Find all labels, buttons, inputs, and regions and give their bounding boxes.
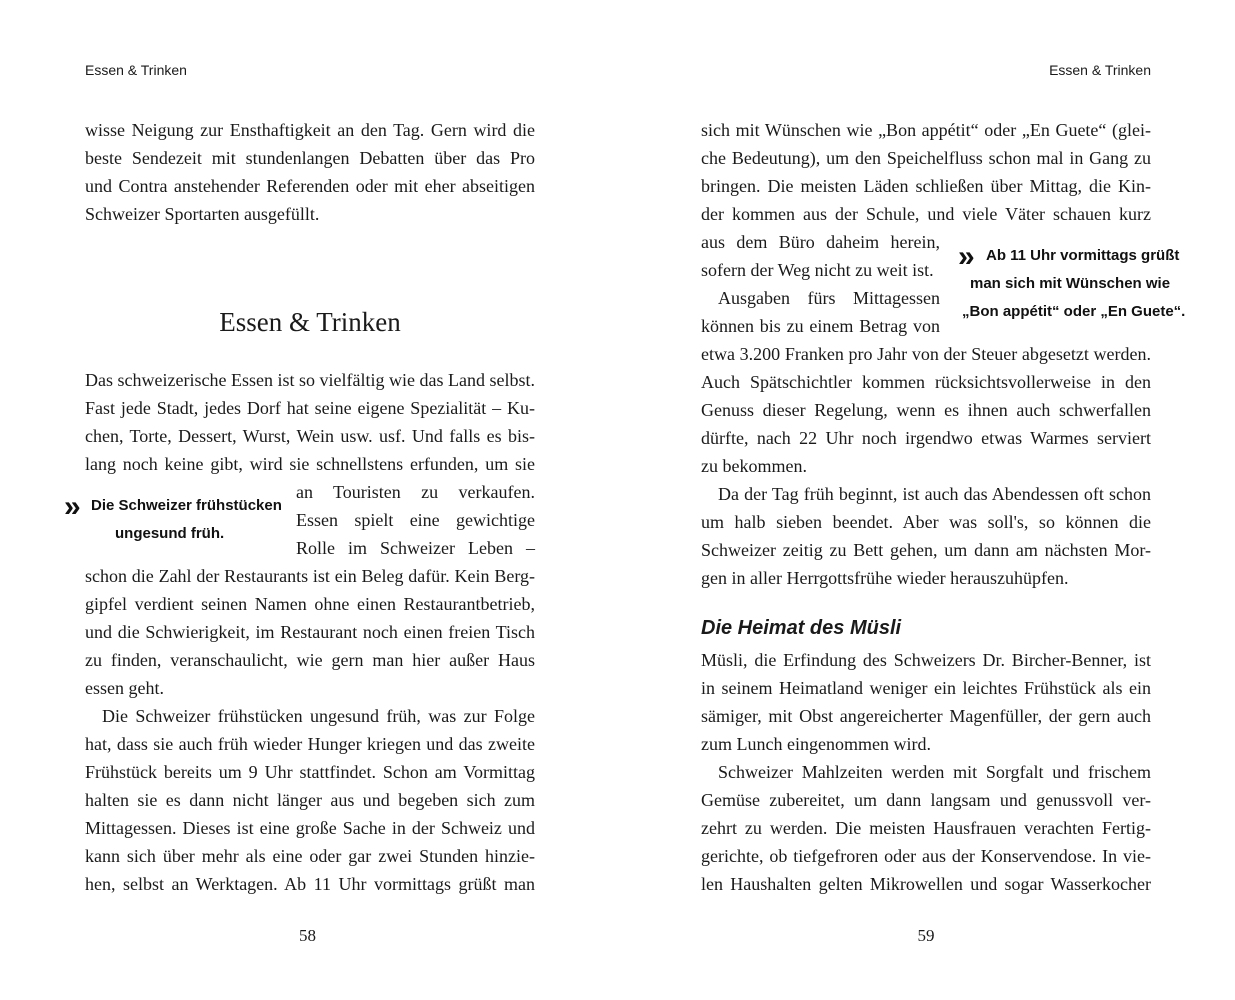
body-line: kann sich über mehr als eine oder gar zwei Stunden hinzie-: [85, 846, 535, 866]
body-line: Mittagessen. Dieses ist eine große Sache in der Schweiz und: [85, 818, 535, 838]
body-line: lang noch keine gibt, wird sie schnellstens erfunden, um sie: [85, 454, 535, 474]
body-line: Frühstück bereits um 9 Uhr stattfindet. Schon am Vormittag: [85, 762, 535, 782]
pull-quote-line: Die Schweizer frühstücken: [91, 497, 282, 514]
body-line: Die Schweizer frühstücken ungesund früh, was zur Folge: [102, 706, 535, 726]
body-line: Essen spielt eine gewichtige: [296, 510, 535, 530]
body-line: Da der Tag früh beginnt, ist auch das Abendessen oft schon: [718, 484, 1151, 504]
section-heading: Die Heimat des Müsli: [701, 617, 902, 639]
body-line: Schweizer Mahlzeiten werden mit Sorgfalt und frischem: [718, 762, 1151, 782]
pull-quote-line: „Bon appétit“ oder „En Guete“.: [962, 303, 1186, 320]
body-line: zu finden, veranschaulicht, wie gern man hier außer Haus: [85, 650, 535, 670]
body-line: gerichte, ob tiefgefroren oder aus der Konservendose. In vie-: [701, 846, 1151, 866]
body-line: und die Schwierigkeit, im Restaurant noch einen freien Tisch: [85, 622, 535, 642]
page-number: 59: [917, 926, 935, 945]
running-head: Essen & Trinken: [1049, 62, 1151, 78]
body-line: zum Lunch eingenommen wird.: [701, 734, 931, 754]
body-line: zu bekommen.: [701, 456, 807, 476]
body-line: Auch Spätschichtler kommen rücksichtsvollerweise in den: [701, 372, 1151, 392]
body-line: hen, selbst an Werktagen. Ab 11 Uhr vormittags grüßt man: [85, 874, 535, 894]
running-head: Essen & Trinken: [85, 62, 187, 78]
body-line: sich mit Wünschen wie „Bon appétit“ oder „En Guete“ (glei-: [701, 120, 1151, 140]
right-page: [617, 0, 1235, 1000]
double-chevron-icon: »: [64, 490, 75, 523]
pull-quote-line: Ab 11 Uhr vormittags grüßt: [986, 247, 1180, 264]
body-line: können bis zu einem Betrag von: [701, 316, 940, 336]
page-number-label: 58: [299, 926, 316, 945]
body-line: sofern der Weg nicht zu weit ist.: [701, 260, 934, 280]
body-line: chen, Torte, Dessert, Wurst, Wein usw. usf. Und falls es bis-: [85, 426, 535, 446]
body-line: aus dem Büro daheim herein,: [701, 232, 940, 252]
body-line: Ausgaben fürs Mittagessen: [718, 288, 940, 308]
body-line: Das schweizerische Essen ist so vielfältig wie das Land selbst.: [85, 370, 535, 390]
chapter-title: Essen & Trinken: [219, 307, 401, 337]
body-line: etwa 3.200 Franken pro Jahr von der Steuer abgesetzt werden.: [701, 344, 1151, 364]
body-line: beste Sendezeit mit stundenlangen Debatten über das Pro: [85, 148, 535, 168]
body-line: zehrt zu werden. Die meisten Hausfrauen verachten Fertig-: [701, 818, 1151, 838]
body-line: hat, dass sie auch früh wieder Hunger kriegen und das zweite: [85, 734, 535, 754]
body-line: in seinem Heimatland weniger ein leichtes Frühstück als ein: [701, 678, 1151, 698]
body-line: schon die Zahl der Restaurants ist ein Beleg dafür. Kein Berg-: [85, 566, 535, 586]
body-line: Genuss dieser Regelung, wenn es ihnen auch schwerfallen: [701, 400, 1151, 420]
body-line: Rolle im Schweizer Leben –: [296, 538, 535, 558]
left-page: [0, 0, 617, 1000]
pull-quote-line: ungesund früh.: [115, 525, 225, 542]
body-line: che Bedeutung), um den Speichelfluss schon mal in Gang zu: [701, 148, 1151, 168]
body-line: halten sie es dann nicht länger aus und begeben sich zum: [85, 790, 535, 810]
body-line: Müsli, die Erfindung des Schweizers Dr. Bircher-Benner, ist: [701, 650, 1151, 670]
body-line: Schweizer zeitig zu Bett gehen, um dann am nächsten Mor-: [701, 540, 1151, 560]
pull-quote: [958, 242, 1198, 332]
body-line: gen in aller Herrgottsfrühe wieder herauszuhüpfen.: [701, 568, 1069, 588]
double-chevron-icon: »: [958, 240, 969, 273]
body-line: und Contra anstehender Referenden oder mit eher abseitigen: [85, 176, 535, 196]
pull-quote: [64, 492, 284, 552]
body-line: bringen. Die meisten Läden schließen über Mittag, die Kin-: [701, 176, 1151, 196]
body-line: Fast jede Stadt, jedes Dorf hat seine eigene Spezialität – Ku-: [85, 398, 535, 418]
body-line: sämiger, mit Obst angereicherter Magenfüller, der gern auch: [701, 706, 1151, 726]
body-line: der kommen aus der Schule, und viele Väter schauen kurz: [701, 204, 1151, 224]
body-line: gipfel verdient seinen Namen ohne einen Restaurantbetrieb,: [85, 594, 535, 614]
body-line: an Touristen zu verkaufen.: [296, 482, 535, 502]
body-line: len Haushalten gelten Mikrowellen und sogar Wasserkocher: [701, 874, 1151, 894]
page-number: [0, 926, 617, 946]
pull-quote-line: man sich mit Wünschen wie: [970, 275, 1171, 292]
body-line: Gemüse zubereitet, um dann langsam und genussvoll ver-: [701, 790, 1151, 810]
body-line: Schweizer Sportarten ausgefüllt.: [85, 204, 320, 224]
body-line: wisse Neigung zur Ensthaftigkeit an den Tag. Gern wird die: [85, 120, 535, 140]
body-line: dürfte, nach 22 Uhr noch irgendwo etwas Warmes serviert: [701, 428, 1151, 448]
body-line: essen geht.: [85, 678, 164, 698]
body-line: um halb sieben beendet. Aber was soll's, so können die: [701, 512, 1151, 532]
